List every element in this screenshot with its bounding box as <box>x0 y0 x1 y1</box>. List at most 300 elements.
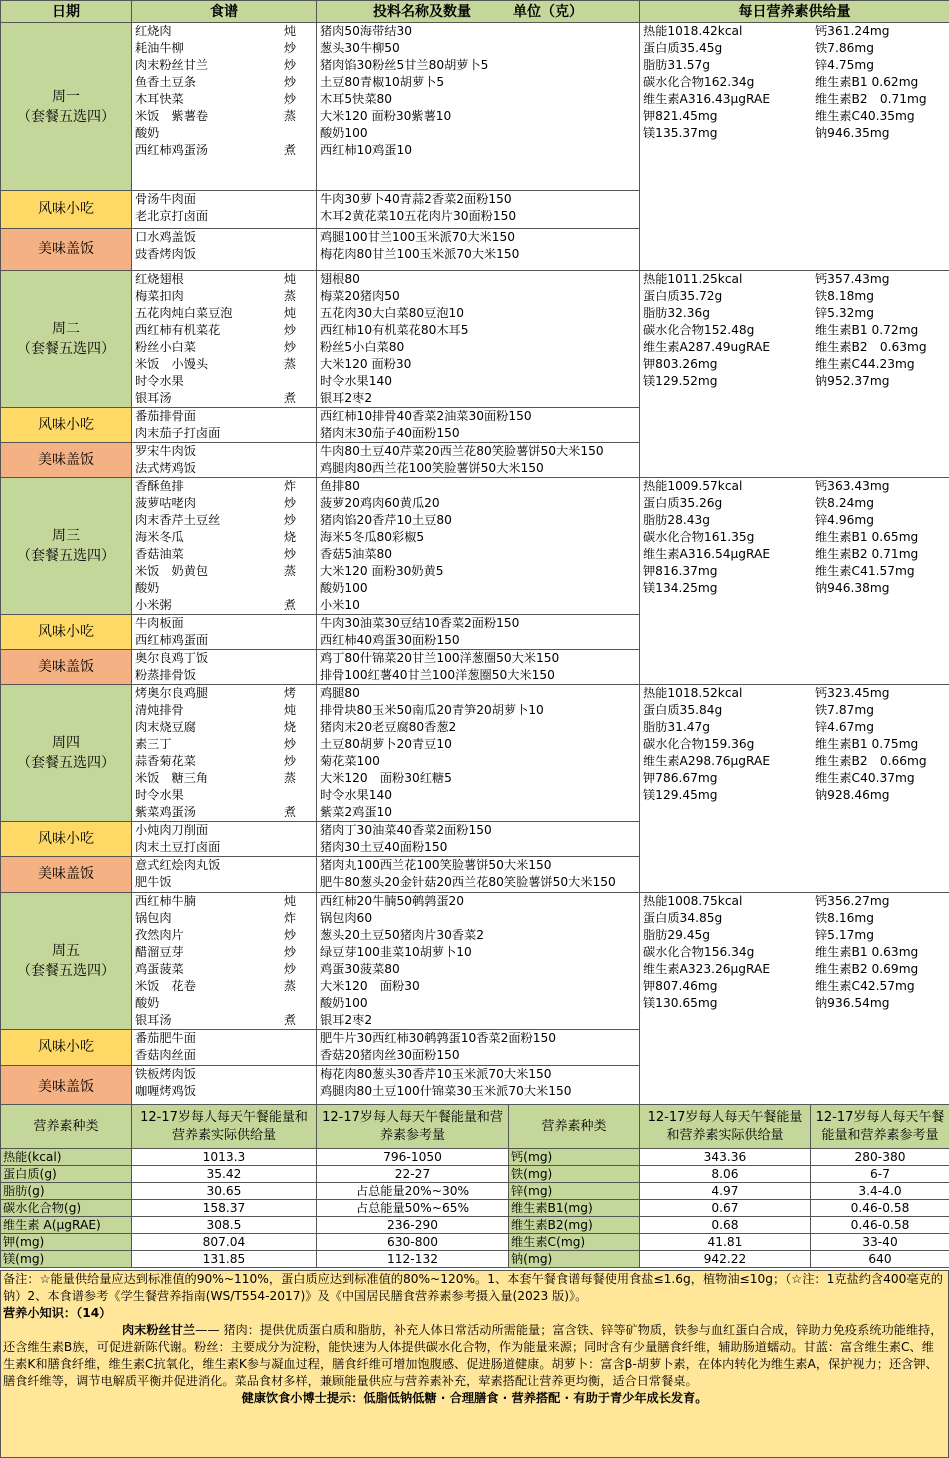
nutrient-right: 维生素B1 0.63mg <box>815 945 919 959</box>
nutrient-line <box>640 322 949 339</box>
nutrient-right: 钙357.43mg <box>815 272 890 286</box>
nutrient-cell <box>640 271 949 478</box>
dish-line <box>132 23 316 40</box>
day-main-row <box>1 271 949 408</box>
dish-line <box>132 719 316 736</box>
nutrient-right: 钙356.27mg <box>815 894 890 908</box>
ingredient-line: 西红柿40鸡蛋30面粉150 <box>320 633 460 647</box>
dish-name: 菠萝咕咾肉 <box>135 496 196 510</box>
nutrient-line <box>640 719 949 736</box>
header-nutrients: 每日营养素供给量 <box>640 1 949 23</box>
comparison-cell: 0.46-0.58 <box>811 1217 949 1234</box>
rice-label: 美味盖饭 <box>1 857 132 893</box>
comparison-cell: 640 <box>811 1251 949 1268</box>
dish-line <box>132 74 316 91</box>
nutrient-right: 钠946.38mg <box>815 581 890 595</box>
comparison-cell: 158.37 <box>132 1200 317 1217</box>
recipe-main-cell <box>132 23 317 191</box>
ingredients-main-cell <box>317 271 640 408</box>
comparison-cell: 22-27 <box>317 1166 509 1183</box>
comparison-cell: 钾(mg) <box>1 1234 132 1251</box>
dish-line: 番茄排骨面 <box>135 409 196 423</box>
rice-recipe-cell <box>132 1066 317 1110</box>
nutrient-line <box>640 927 949 944</box>
nutrient-left: 维生素A316.54μgRAE <box>643 547 771 561</box>
ingredient-line: 银耳2枣2 <box>320 1013 373 1027</box>
cook-method: 炒 <box>283 962 296 976</box>
comparison-cell: 30.65 <box>132 1183 317 1200</box>
nutrient-line <box>640 478 949 495</box>
dish-line <box>132 893 316 910</box>
comparison-cell: 33-40 <box>811 1234 949 1251</box>
ingredients-main-cell <box>317 23 640 191</box>
nutrient-line <box>640 356 949 373</box>
dish-name: 酸奶 <box>135 581 160 595</box>
ingredient-line: 大米120 面粉30 <box>320 979 420 993</box>
nutrient-left: 蛋白质35.26g <box>643 496 723 510</box>
nutrient-right: 维生素B1 0.62mg <box>815 75 919 89</box>
dish-line: 豉香烤肉饭 <box>135 247 196 261</box>
nutrient-line <box>640 995 949 1012</box>
flavor-label: 风味小吃 <box>1 1030 132 1066</box>
dish-line <box>132 978 316 995</box>
dish-line: 骨汤牛肉面 <box>135 192 196 206</box>
nutrient-left: 热能1011.25kcal <box>643 272 743 286</box>
dish-line: 口水鸡盖饭 <box>135 230 196 244</box>
ingredient-line: 鸡腿肉80西兰花100笑脸薯饼50大米150 <box>320 461 544 475</box>
comparison-cell: 1013.3 <box>132 1149 317 1166</box>
nutrient-right: 维生素C41.57mg <box>815 564 915 578</box>
nutrient-line <box>640 910 949 927</box>
cook-method: 炖 <box>283 703 296 717</box>
rice-recipe-cell <box>132 650 317 685</box>
cook-method: 烧 <box>283 720 296 734</box>
nutrient-right: 维生素B2 0.63mg <box>815 340 927 354</box>
dish-line <box>132 390 316 407</box>
nutrient-right: 锌5.32mg <box>815 306 874 320</box>
nutrient-line <box>640 702 949 719</box>
day-main-row <box>1 893 949 1030</box>
ingredient-line: 酸奶100 <box>320 996 368 1010</box>
ingredient-line: 梅花肉80葱头30香芹10玉米派70大米150 <box>320 1067 552 1081</box>
nutrient-line <box>640 305 949 322</box>
cook-method: 蒸 <box>283 357 296 371</box>
dish-line <box>132 40 316 57</box>
ingredient-line: 猪肉丁30油菜40香菜2面粉150 <box>320 823 492 837</box>
nutrient-line <box>640 978 949 995</box>
dish-name: 小米粥 <box>135 598 172 612</box>
ingredient-line: 鸡腿肉80土豆100什锦菜30玉米派70大米150 <box>320 1084 572 1098</box>
comparison-cell: 41.81 <box>640 1234 811 1251</box>
dish-name: 西红柿牛腩 <box>135 894 196 908</box>
comparison-cell: 4.97 <box>640 1183 811 1200</box>
comparison-row <box>1 1251 949 1268</box>
dish-line <box>132 787 316 804</box>
nutrient-left: 蛋白质34.85g <box>643 911 723 925</box>
cook-method: 烧 <box>283 530 296 544</box>
ingredient-line: 西红柿20牛腩50鹌鹑蛋20 <box>320 894 465 908</box>
dish-name: 孜然肉片 <box>135 928 184 942</box>
comparison-cell: 0.68 <box>640 1217 811 1234</box>
day-set-note: （套餐五选四） <box>17 108 115 125</box>
dish-line <box>132 770 316 787</box>
dish-line <box>132 702 316 719</box>
dish-line: 肉末茄子打卤面 <box>135 426 221 440</box>
nutrient-line <box>640 91 949 108</box>
rice-ingredients-cell <box>317 650 640 685</box>
flavor-ingredients-cell <box>317 408 640 443</box>
nutrient-right: 维生素C40.37mg <box>815 771 915 785</box>
day-name: 周一 <box>52 88 80 105</box>
dish-line <box>132 961 316 978</box>
nutrient-line <box>640 893 949 910</box>
dish-line <box>132 804 316 821</box>
ingredient-line: 土豆80青椒10胡萝卜5 <box>320 75 445 89</box>
nutrient-left: 钾816.37mg <box>643 564 718 578</box>
comparison-cell: 343.36 <box>640 1149 811 1166</box>
comparison-row <box>1 1183 949 1200</box>
dish-name: 酸奶 <box>135 996 160 1010</box>
flavor-recipe-cell <box>132 408 317 443</box>
cook-method: 煮 <box>283 1013 296 1027</box>
dish-name: 木耳快菜 <box>135 92 184 106</box>
comparison-cell: 131.85 <box>132 1251 317 1268</box>
dish-line: 肉末土豆打卤面 <box>135 840 221 854</box>
nutrient-right: 铁7.86mg <box>815 41 874 55</box>
nutrient-left: 脂肪29.45g <box>643 928 711 942</box>
cook-method: 炒 <box>283 58 296 72</box>
ingredient-line: 大米120 面粉30 <box>320 357 412 371</box>
nutrient-right: 铁8.24mg <box>815 496 874 510</box>
notes-panel <box>0 1270 949 1458</box>
comparison-header: 12-17岁每人每天午餐能量和营养素参考量 <box>811 1105 949 1149</box>
nutrient-right: 维生素B2 0.66mg <box>815 754 927 768</box>
nutrient-line <box>640 753 949 770</box>
ingredient-line: 梅花肉80甘兰100玉米派70大米150 <box>320 247 520 261</box>
rice-label: 美味盖饭 <box>1 443 132 478</box>
nutrient-left: 碳水化合物159.36g <box>643 737 755 751</box>
nutrient-line <box>640 944 949 961</box>
recipe-main-cell <box>132 893 317 1030</box>
nutrient-left: 钾786.67mg <box>643 771 718 785</box>
comparison-cell: 280-380 <box>811 1149 949 1166</box>
ingredient-line: 五花肉30大白菜80豆泡10 <box>320 306 465 320</box>
ingredient-line: 粉丝5小白菜80 <box>320 340 405 354</box>
knowledge-paragraph <box>3 1322 946 1390</box>
remark-text: 备注：☆能量供给量应达到标准值的90%~110%，蛋白质应达到标准值的80%~120%。1、本套午餐食谱每餐使用食盐≤1.6g，植物油≤10g；（☆注：1克盐约含400毫克的钠）2、本食谱参考《学生餐营养指南(WS/T554-2017)》及《中国居民膳食营养素参考摄入量(2023 版)》。 <box>3 1272 943 1303</box>
dish-line <box>132 91 316 108</box>
knowledge-text: —— 猪肉：提供优质蛋白质和脂肪，补充人体日常活动所需能量；富含铁、锌等矿物质，铁参与血红蛋白合成，锌助力免疫系统功能维持，还含维生素B族，可促进新陈代谢。粉丝：主要成分为淀粉，能快速为人体提供碳水化合物，作为能量来源；同时含有少量膳食纤维，辅助肠道蠕动。甘蓝：富含维生素C、维生素K和膳食纤维，维生素C抗氧化，维生素K参与凝血过程，膳食纤维可增加饱腹感、促进肠道健康。胡萝卜：富含β-胡萝卜素，在体内转化为维生素A，保护视力；还含钾、膳食纤维等，调节电解质平衡并促进消化。菜品食材多样，兼顾能量供应与营养素补充，荤素搭配让营养更均衡，适合日常餐桌。 <box>3 1323 943 1388</box>
dish-line <box>132 580 316 597</box>
dish-name: 香酥鱼排 <box>135 479 184 493</box>
ingredient-line: 紫菜2鸡蛋10 <box>320 805 393 819</box>
dish-name: 蒜香菊花菜 <box>135 754 196 768</box>
nutrient-right: 铁8.18mg <box>815 289 874 303</box>
nutrient-right: 维生素B2 0.71mg <box>815 547 919 561</box>
ingredient-line: 葱头20土豆50猪肉片30香菜2 <box>320 928 484 942</box>
dish-name: 清炖排骨 <box>135 703 184 717</box>
dish-name: 素三丁 <box>135 737 172 751</box>
nutrient-right: 锌5.17mg <box>815 928 874 942</box>
dish-name: 米饭 小馒头 <box>135 357 209 371</box>
day-name: 周四 <box>52 735 80 751</box>
comparison-cell: 308.5 <box>132 1217 317 1234</box>
nutrient-left: 脂肪31.57g <box>643 58 711 72</box>
ingredient-line: 牛肉80土豆40芹菜20西兰花80笑脸薯饼50大米150 <box>320 444 604 458</box>
ingredient-line: 猪肉馅30粉丝5甘兰80胡萝卜5 <box>320 58 489 72</box>
dish-line <box>132 495 316 512</box>
nutrient-line <box>640 288 949 305</box>
ingredient-line: 时令水果140 <box>320 788 393 802</box>
comparison-cell: 8.06 <box>640 1166 811 1183</box>
nutrient-line <box>640 40 949 57</box>
dish-name: 鱼香土豆条 <box>135 75 196 89</box>
ingredient-line: 猪肉30土豆40面粉150 <box>320 840 448 854</box>
comparison-header-row <box>1 1105 949 1149</box>
dish-line <box>132 563 316 580</box>
comparison-cell: 807.04 <box>132 1234 317 1251</box>
cook-method: 炸 <box>283 911 296 925</box>
nutrient-line <box>640 271 949 288</box>
dish-line: 粉蒸排骨饭 <box>135 668 196 682</box>
dish-line <box>132 753 316 770</box>
rice-label: 美味盖饭 <box>1 229 132 271</box>
dish-line <box>132 529 316 546</box>
dish-name: 耗油牛柳 <box>135 41 184 55</box>
ingredient-line: 梅菜20猪肉50 <box>320 289 400 303</box>
comparison-cell: 占总能量20%~30% <box>317 1183 509 1200</box>
cook-method: 炖 <box>283 306 296 320</box>
cook-method: 蒸 <box>283 109 296 123</box>
nutrient-line <box>640 563 949 580</box>
ingredient-line: 大米120 面粉30紫薯10 <box>320 109 452 123</box>
dish-name: 锅包肉 <box>135 911 172 925</box>
flavor-recipe-cell <box>132 615 317 650</box>
dish-name: 醋溜豆芽 <box>135 945 184 959</box>
ingredient-line: 香菇20猪肉丝30面粉150 <box>320 1048 460 1062</box>
dish-name: 米饭 紫薯卷 <box>135 109 209 123</box>
ingredient-line: 猪肉末30茄子40面粉150 <box>320 426 460 440</box>
day-cell <box>1 271 132 408</box>
ingredient-line: 菠萝20鸡肉60黄瓜20 <box>320 496 440 510</box>
rice-recipe-cell <box>132 857 317 893</box>
nutrient-line <box>640 736 949 753</box>
ingredient-line: 大米120 面粉30红糖5 <box>320 771 452 785</box>
dish-name: 西红柿鸡蛋汤 <box>135 143 209 157</box>
dish-name: 烤奥尔良鸡腿 <box>135 686 209 700</box>
nutrient-right: 钙323.45mg <box>815 686 890 700</box>
day-main-row <box>1 23 949 191</box>
ingredient-line: 鸡蛋30菠菜80 <box>320 962 400 976</box>
nutrient-right: 锌4.96mg <box>815 513 874 527</box>
comparison-cell: 112-132 <box>317 1251 509 1268</box>
dish-line <box>132 373 316 390</box>
cook-method: 蒸 <box>283 564 296 578</box>
comparison-cell: 942.22 <box>640 1251 811 1268</box>
comparison-cell: 630-800 <box>317 1234 509 1251</box>
nutrient-left: 碳水化合物161.35g <box>643 530 755 544</box>
ingredient-line: 鸡腿80 <box>320 686 360 700</box>
nutrient-line <box>640 23 949 40</box>
dish-line <box>132 736 316 753</box>
ingredients-main-cell <box>317 685 640 822</box>
nutrient-line <box>640 580 949 597</box>
dish-line: 番茄肥牛面 <box>135 1031 196 1045</box>
comparison-cell: 6-7 <box>811 1166 949 1183</box>
cook-method: 炖 <box>283 272 296 286</box>
comparison-cell: 236-290 <box>317 1217 509 1234</box>
dish-line <box>132 339 316 356</box>
nutrient-right: 锌4.67mg <box>815 720 874 734</box>
rice-ingredients-cell <box>317 443 640 478</box>
ingredient-line: 猪肉50海带结30 <box>320 24 412 38</box>
ingredient-line: 绿豆芽100韭菜10胡萝卜10 <box>320 945 472 959</box>
comparison-row <box>1 1217 949 1234</box>
nutrient-left: 钾821.45mg <box>643 109 718 123</box>
dish-name: 银耳汤 <box>135 391 172 405</box>
nutrient-left: 蛋白质35.72g <box>643 289 723 303</box>
flavor-ingredients-cell <box>317 1030 640 1066</box>
dish-name: 红烧翅根 <box>135 272 184 286</box>
nutrient-left: 镁129.45mg <box>643 788 718 802</box>
nutrient-left: 热能1018.42kcal <box>643 24 743 38</box>
ingredient-line: 西红柿10有机菜花80木耳5 <box>320 323 469 337</box>
nutrient-line <box>640 108 949 125</box>
day-main-row <box>1 478 949 615</box>
cook-method: 煮 <box>283 805 296 819</box>
rice-label: 美味盖饭 <box>1 650 132 685</box>
comparison-cell: 热能(kcal) <box>1 1149 132 1166</box>
comparison-cell: 铁(mg) <box>509 1166 640 1183</box>
comparison-cell: 维生素B1(mg) <box>509 1200 640 1217</box>
comparison-cell: 0.67 <box>640 1200 811 1217</box>
nutrient-right: 钙363.43mg <box>815 479 890 493</box>
dish-name: 肉末香芹土豆丝 <box>135 513 221 527</box>
comparison-cell: 维生素 A(μgRAE) <box>1 1217 132 1234</box>
nutrient-right: 钠928.46mg <box>815 788 890 802</box>
ingredient-line: 鸡腿100甘兰100玉米派70大米150 <box>320 230 515 244</box>
flavor-label: 风味小吃 <box>1 408 132 443</box>
ingredient-line: 西红柿10鸡蛋10 <box>320 143 412 157</box>
comparison-cell: 钙(mg) <box>509 1149 640 1166</box>
day-set-note: （套餐五选四） <box>17 963 115 979</box>
cook-method: 炒 <box>283 41 296 55</box>
nutrient-left: 镁135.37mg <box>643 126 718 140</box>
day-cell <box>1 685 132 822</box>
nutrient-cell <box>640 893 949 1110</box>
flavor-recipe-cell <box>132 1030 317 1066</box>
comparison-header: 12-17岁每人每天午餐能量和营养素实际供给量 <box>132 1105 317 1149</box>
dish-line <box>132 322 316 339</box>
nutrient-line <box>640 546 949 563</box>
nutrient-left: 热能1018.52kcal <box>643 686 743 700</box>
dish-line: 小炖肉刀削面 <box>135 823 209 837</box>
ingredient-line: 猪肉丸100西兰花100笑脸薯饼50大米150 <box>320 858 552 872</box>
day-set-note: （套餐五选四） <box>17 548 115 564</box>
ingredient-line: 猪肉馅20香芹10土豆80 <box>320 513 452 527</box>
nutrient-right: 维生素C44.23mg <box>815 357 915 371</box>
cook-method: 煮 <box>283 143 296 157</box>
comparison-cell: 锌(mg) <box>509 1183 640 1200</box>
comparison-cell: 占总能量50%~65% <box>317 1200 509 1217</box>
ingredients-main-cell <box>317 893 640 1030</box>
dish-name: 西红柿有机菜花 <box>135 323 221 337</box>
ingredient-line: 肥牛片30西红柿30鹌鹑蛋10香菜2面粉150 <box>320 1031 556 1045</box>
day-cell <box>1 478 132 615</box>
nutrient-left: 维生素A316.43μgRAE <box>643 92 771 106</box>
ingredient-line: 鸡丁80什锦菜20甘兰100洋葱圈50大米150 <box>320 651 560 665</box>
nutrient-right: 维生素C40.35mg <box>815 109 915 123</box>
ingredient-line: 大米120 面粉30奶黄5 <box>320 564 444 578</box>
nutrient-line <box>640 770 949 787</box>
dish-name: 红烧肉 <box>135 24 172 38</box>
day-set-note: （套餐五选四） <box>17 341 115 357</box>
comparison-header: 12-17岁每人每天午餐能量和营养素参考量 <box>317 1105 509 1149</box>
ingredient-line: 排骨100红薯40甘兰100洋葱圈50大米150 <box>320 668 555 682</box>
ingredient-line: 锅包肉60 <box>320 911 373 925</box>
ingredient-line: 银耳2枣2 <box>320 391 373 405</box>
ingredients-main-cell <box>317 478 640 615</box>
nutrient-right: 铁7.87mg <box>815 703 874 717</box>
nutrient-right: 铁8.16mg <box>815 911 874 925</box>
dish-line <box>132 356 316 373</box>
nutrient-line <box>640 339 949 356</box>
nutrient-left: 钾807.46mg <box>643 979 718 993</box>
comparison-cell: 维生素B2(mg) <box>509 1217 640 1234</box>
nutrient-right: 钠946.35mg <box>815 126 890 140</box>
flavor-recipe-cell <box>132 822 317 857</box>
comparison-cell: 蛋白质(g) <box>1 1166 132 1183</box>
ingredient-line: 鱼排80 <box>320 479 360 493</box>
cook-method: 炒 <box>283 92 296 106</box>
dish-name: 酸奶 <box>135 126 160 140</box>
cook-method: 蒸 <box>283 289 296 303</box>
comparison-cell: 镁(mg) <box>1 1251 132 1268</box>
dish-line <box>132 1012 316 1029</box>
nutrient-left: 维生素A287.49ugRAE <box>643 340 771 354</box>
dish-line <box>132 305 316 322</box>
comparison-cell: 796-1050 <box>317 1149 509 1166</box>
comparison-cell: 碳水化合物(g) <box>1 1200 132 1217</box>
dish-line: 铁板烤肉饭 <box>135 1067 196 1081</box>
nutrient-left: 维生素A298.76μgRAE <box>643 754 771 768</box>
nutrient-right: 锌4.75mg <box>815 58 874 72</box>
ingredient-line: 菊花菜100 <box>320 754 380 768</box>
ingredient-line: 翅根80 <box>320 272 360 286</box>
dish-name: 鸡蛋菠菜 <box>135 962 184 976</box>
ingredient-line: 海米5冬瓜80彩椒5 <box>320 530 425 544</box>
nutrient-left: 维生素A323.26μgRAE <box>643 962 771 976</box>
dish-line <box>132 478 316 495</box>
dish-line: 西红柿鸡蛋面 <box>135 633 209 647</box>
dish-line: 奥尔良鸡丁饭 <box>135 651 209 665</box>
dish-name: 米饭 糖三角 <box>135 771 209 785</box>
dish-line: 法式烤鸡饭 <box>135 461 196 475</box>
comparison-row <box>1 1149 949 1166</box>
comparison-cell: 维生素C(mg) <box>509 1234 640 1251</box>
knowledge-dish: 肉末粉丝甘兰 <box>122 1323 196 1337</box>
dish-line <box>132 57 316 74</box>
rice-recipe-cell <box>132 443 317 478</box>
dish-line: 牛肉板面 <box>135 616 184 630</box>
ingredient-line: 酸奶100 <box>320 126 368 140</box>
cook-method: 烤 <box>283 686 296 700</box>
nutrient-right: 钙361.24mg <box>815 24 890 38</box>
flavor-ingredients-cell <box>317 822 640 857</box>
cook-method: 炖 <box>283 894 296 908</box>
nutrient-left: 钾803.26mg <box>643 357 718 371</box>
cook-method: 蒸 <box>283 979 296 993</box>
